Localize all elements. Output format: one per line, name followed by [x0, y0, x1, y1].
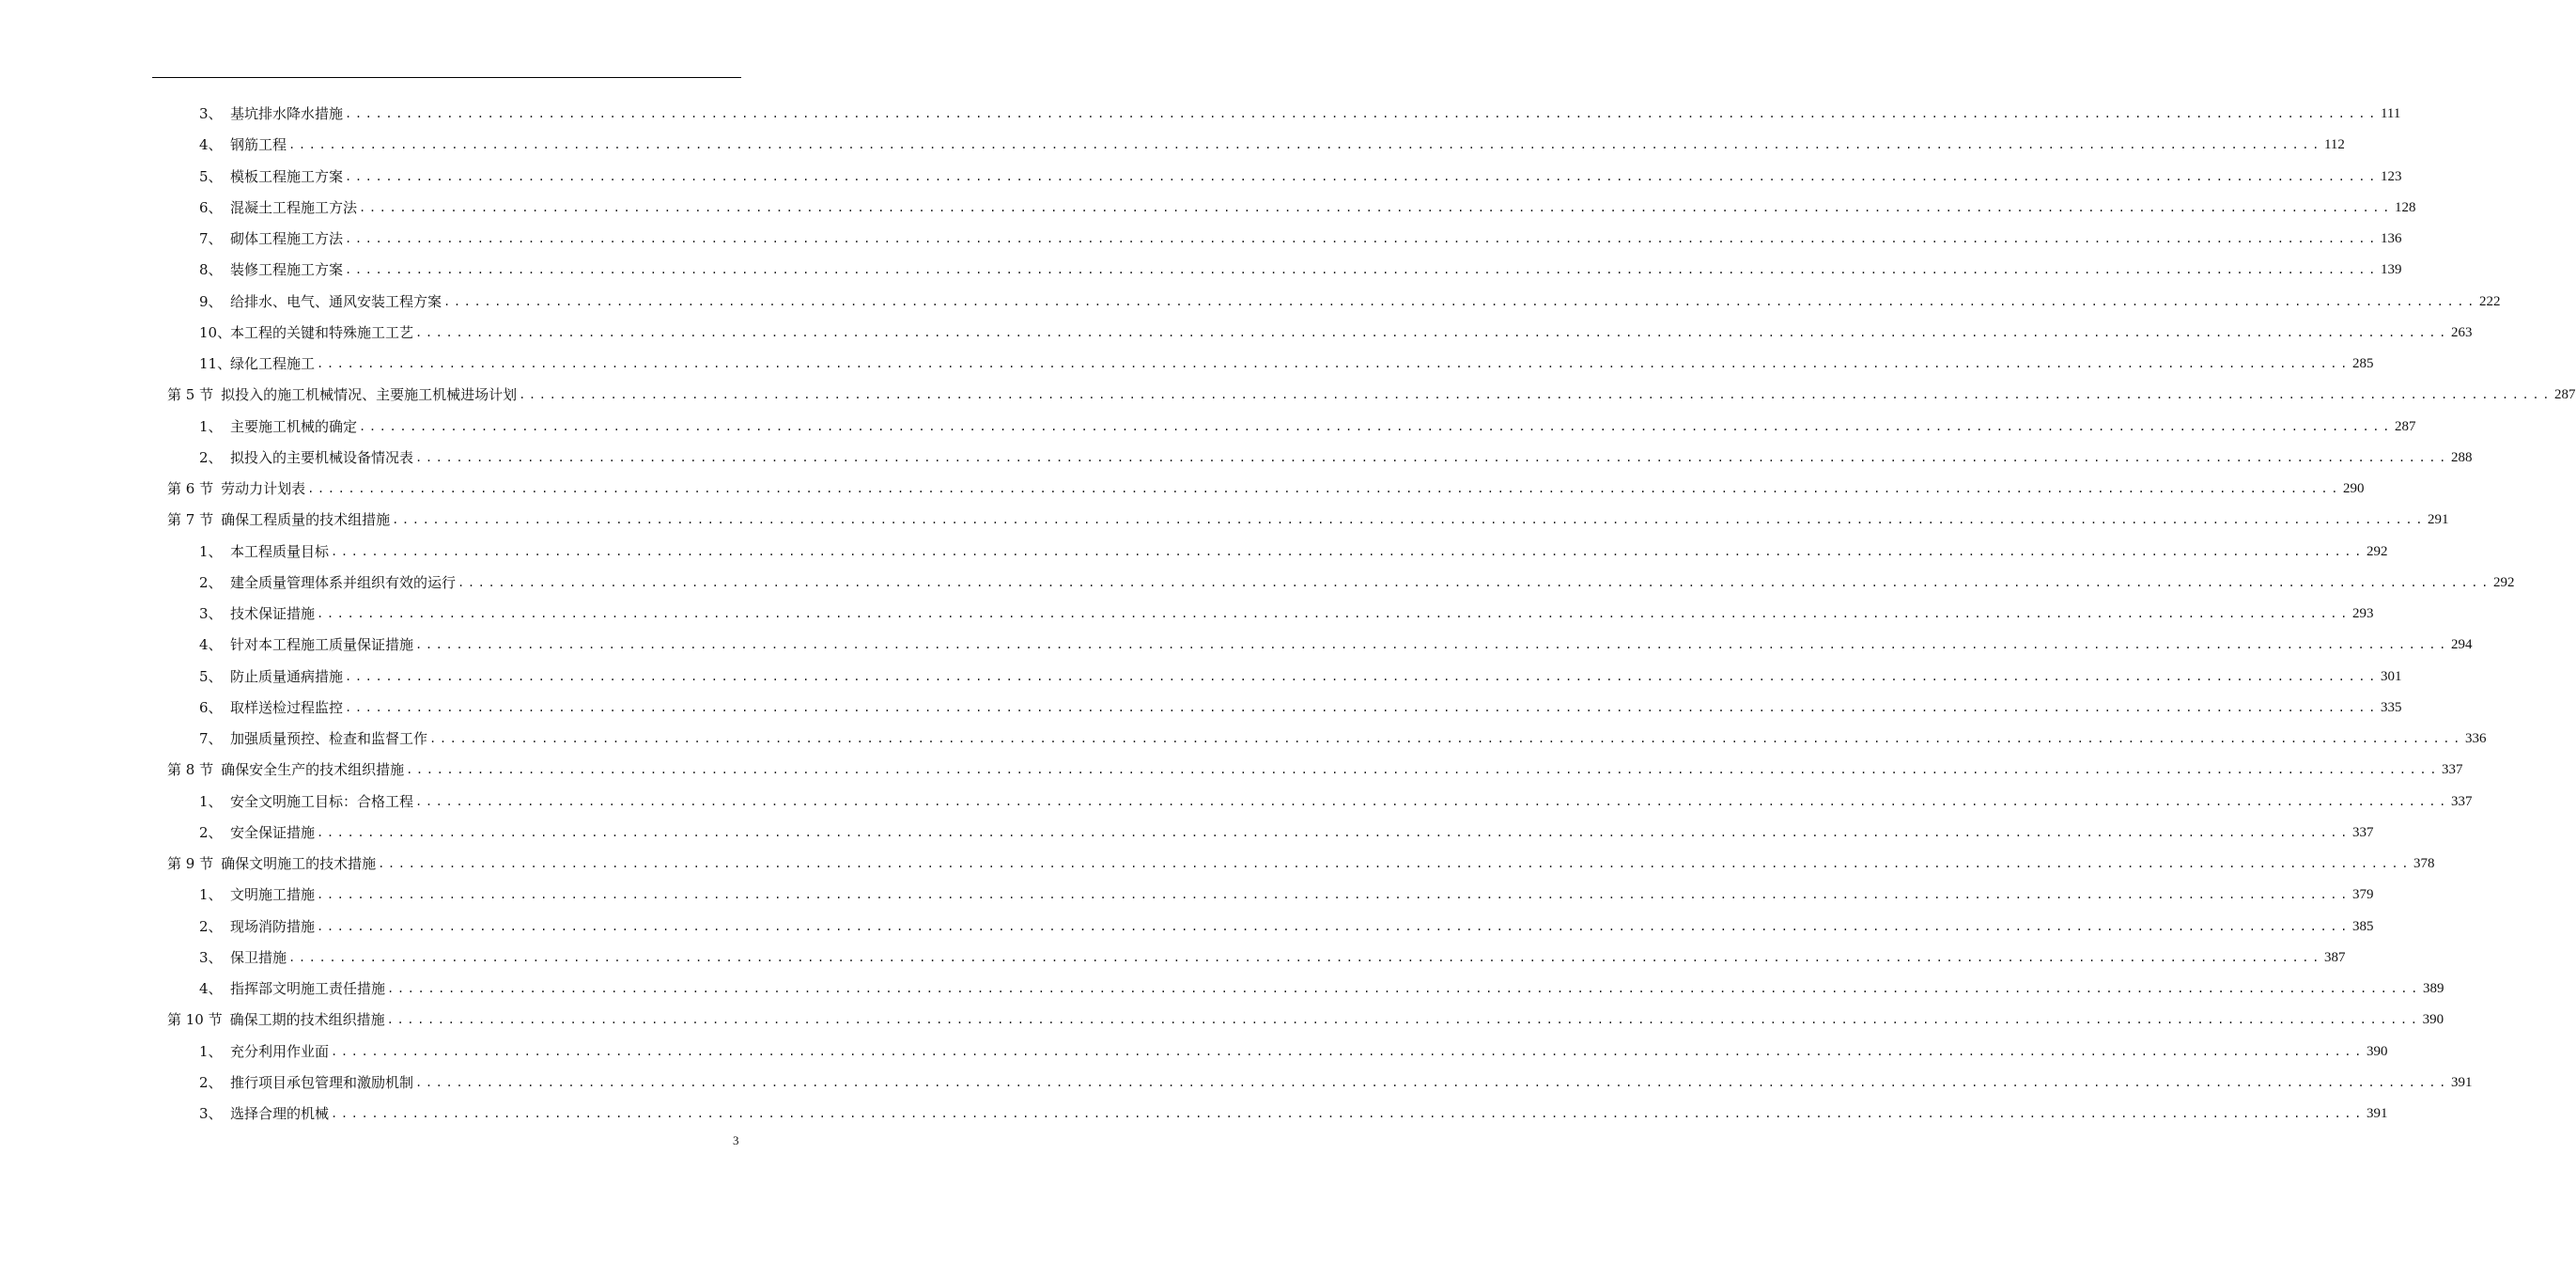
toc-entry-number: 6、: [199, 698, 223, 716]
page-number: 3: [733, 1133, 739, 1147]
toc-entry-page: 139: [2380, 262, 2402, 278]
toc-subsection-entry[interactable]: [199, 443, 2473, 474]
toc-subsection-entry[interactable]: [199, 162, 2402, 193]
toc-entry-page: 389: [2422, 981, 2444, 996]
toc-entry-number: 11、: [199, 355, 232, 372]
toc-dot-leader: ........................................................................................................................................................................................................: [307, 482, 2342, 495]
toc-dot-leader: ........................................................................................................................................................................................................: [415, 794, 2449, 808]
toc-entry-page: 391: [2450, 1074, 2473, 1090]
toc-entry-title: 建全质量管理体系并组织有效的运行: [230, 573, 457, 591]
toc-entry-title: 保卫措施: [230, 948, 287, 966]
toc-dot-leader: ........................................................................................................................................................................................................: [359, 200, 2393, 214]
toc-entry-title: 绿化工程施工: [230, 355, 316, 372]
toc-dot-leader: ........................................................................................................................................................................................................: [317, 888, 2351, 902]
toc-entry-title: 模板工程施工方案: [230, 167, 344, 185]
toc-entry-number: 3、: [199, 605, 223, 622]
toc-subsection-entry[interactable]: [199, 130, 2345, 161]
toc-dot-leader: ........................................................................................................................................................................................................: [317, 825, 2351, 839]
toc-dot-leader: ........................................................................................................................................................................................................: [331, 544, 2365, 558]
toc-dot-leader: ........................................................................................................................................................................................................: [519, 388, 2553, 402]
toc-entry-page: 287: [2554, 387, 2576, 403]
toc-entry-title: 文明施工措施: [230, 886, 316, 904]
toc-entry-page: 301: [2380, 668, 2402, 684]
toc-subsection-entry[interactable]: [199, 255, 2402, 286]
toc-entry-number: 9、: [199, 292, 223, 310]
toc-section-entry[interactable]: [167, 1005, 2444, 1036]
toc-entry-page: 293: [2351, 606, 2374, 621]
toc-dot-leader: ........................................................................................................................................................................................................: [429, 732, 2463, 745]
toc-entry-number: 5、: [199, 667, 223, 685]
toc-entry-title: 技术保证措施: [230, 605, 316, 622]
toc-entry-number: 第 10 节: [167, 1011, 223, 1029]
toc-dot-leader: ........................................................................................................................................................................................................: [443, 294, 2477, 308]
toc-subsection-entry[interactable]: [199, 693, 2402, 724]
toc-subsection-entry[interactable]: [199, 193, 2416, 224]
toc-entry-page: 290: [2343, 481, 2365, 496]
toc-entry-title: 安全保证措施: [230, 823, 316, 841]
toc-section-entry[interactable]: [167, 755, 2463, 786]
toc-entry-number: 4、: [199, 136, 223, 154]
toc-entry-page: 128: [2394, 199, 2416, 215]
toc-entry-number: 第 9 节: [167, 855, 214, 872]
toc-subsection-entry[interactable]: [199, 412, 2416, 443]
toc-entry-title: 充分利用作业面: [230, 1042, 330, 1060]
toc-dot-leader: ........................................................................................................................................................................................................: [345, 669, 2379, 683]
toc-entry-number: 第 5 节: [167, 386, 214, 404]
toc-entry-page: 378: [2413, 856, 2435, 871]
header-rule: [152, 77, 741, 78]
toc-subsection-entry[interactable]: [199, 943, 2346, 974]
toc-section-entry[interactable]: [167, 474, 2365, 505]
toc-entry-page: 222: [2478, 293, 2501, 309]
toc-dot-leader: ........................................................................................................................................................................................................: [331, 1044, 2365, 1058]
toc-entry-page: 335: [2380, 699, 2402, 715]
toc-entry-page: 263: [2450, 324, 2473, 340]
toc-subsection-entry[interactable]: [199, 537, 2388, 568]
toc-subsection-entry[interactable]: [199, 349, 2374, 380]
toc-entry-title: 砌体工程施工方法: [230, 230, 344, 247]
toc-dot-leader: ........................................................................................................................................................................................................: [415, 638, 2449, 652]
toc-subsection-entry[interactable]: [199, 599, 2374, 630]
toc-entry-title: 劳动力计划表: [221, 480, 306, 497]
toc-dot-leader: ........................................................................................................................................................................................................: [288, 138, 2322, 152]
toc-entry-page: 123: [2380, 168, 2402, 184]
toc-entry-title: 安全文明施工目标：合格工程: [230, 792, 414, 810]
toc-entry-page: 337: [2351, 824, 2374, 840]
toc-dot-leader: ........................................................................................................................................................................................................: [345, 700, 2379, 714]
toc-dot-leader: ........................................................................................................................................................................................................: [406, 763, 2441, 777]
toc-section-entry[interactable]: [167, 505, 2449, 536]
toc-entry-number: 第 7 节: [167, 511, 214, 529]
toc-entry-number: 2、: [199, 917, 223, 935]
toc-dot-leader: ........................................................................................................................................................................................................: [415, 450, 2449, 464]
toc-entry-number: 2、: [199, 1073, 223, 1091]
toc-entry-page: 390: [2366, 1043, 2388, 1059]
toc-entry-title: 取样送检过程监控: [230, 698, 344, 716]
toc-entry-number: 1、: [199, 1042, 223, 1060]
toc-entry-number: 2、: [199, 823, 223, 841]
toc-entry-page: 385: [2351, 918, 2374, 934]
toc-entry-title: 给排水、电气、通风安装工程方案: [230, 292, 442, 310]
toc-entry-title: 基坑排水降水措施: [230, 105, 344, 122]
toc-subsection-entry[interactable]: [199, 787, 2473, 818]
toc-entry-title: 钢筋工程: [230, 136, 287, 154]
toc-entry-page: 391: [2366, 1106, 2388, 1121]
toc-entry-title: 防止质量通病措施: [230, 667, 344, 685]
toc-subsection-entry[interactable]: [199, 1068, 2473, 1099]
toc-entry-title: 确保工期的技术组织措施: [229, 1011, 385, 1029]
toc-entry-page: 387: [2323, 949, 2346, 965]
toc-subsection-entry[interactable]: [199, 880, 2374, 911]
toc-entry-title: 拟投入的施工机械情况、主要施工机械进场计划: [221, 386, 518, 404]
toc-entry-page: 288: [2450, 449, 2473, 465]
toc-entry-number: 4、: [199, 980, 223, 997]
toc-entry-number: 1、: [199, 886, 223, 904]
toc-dot-leader: ........................................................................................................................................................................................................: [345, 263, 2379, 277]
toc-subsection-entry[interactable]: [199, 662, 2402, 693]
toc-dot-leader: ........................................................................................................................................................................................................: [387, 982, 2421, 995]
toc-subsection-entry[interactable]: [199, 724, 2487, 755]
toc-entry-title: 确保安全生产的技术组织措施: [221, 761, 405, 779]
toc-entry-number: 1、: [199, 417, 223, 435]
toc-entry-number: 6、: [199, 198, 223, 216]
toc-entry-title: 拟投入的主要机械设备情况表: [230, 448, 414, 466]
toc-entry-page: 379: [2351, 887, 2374, 903]
toc-dot-leader: ........................................................................................................................................................................................................: [345, 169, 2379, 183]
toc-dot-leader: ........................................................................................................................................................................................................: [392, 513, 2427, 527]
toc-dot-leader: ........................................................................................................................................................................................................: [415, 1075, 2449, 1089]
toc-dot-leader: ........................................................................................................................................................................................................: [317, 919, 2351, 933]
toc-entry-number: 3、: [199, 948, 223, 966]
toc-subsection-entry[interactable]: [199, 974, 2444, 1005]
toc-dot-leader: ........................................................................................................................................................................................................: [288, 950, 2322, 964]
toc-entry-page: 337: [2450, 793, 2473, 809]
toc-entry-number: 7、: [199, 730, 223, 747]
toc-entry-page: 136: [2380, 231, 2402, 246]
toc-subsection-entry[interactable]: [199, 568, 2515, 599]
toc-dot-leader: ........................................................................................................................................................................................................: [345, 107, 2379, 120]
toc-entry-page: 337: [2442, 762, 2463, 778]
toc-subsection-entry[interactable]: [199, 1037, 2388, 1068]
toc-entry-title: 混凝土工程施工方法: [230, 198, 358, 216]
toc-entry-page: 112: [2323, 137, 2345, 153]
toc-dot-leader: ........................................................................................................................................................................................................: [378, 857, 2413, 870]
toc-subsection-entry[interactable]: [199, 630, 2473, 661]
toc-entry-title: 本工程质量目标: [230, 542, 330, 560]
toc-entry-number: 3、: [199, 105, 223, 122]
toc-entry-number: 2、: [199, 573, 223, 591]
toc-entry-page: 291: [2428, 512, 2449, 528]
toc-entry-number: 8、: [199, 261, 223, 279]
toc-subsection-entry[interactable]: [199, 224, 2402, 255]
toc-dot-leader: ........................................................................................................................................................................................................: [458, 575, 2491, 589]
toc-subsection-entry[interactable]: [199, 287, 2501, 318]
toc-entry-page: 292: [2492, 574, 2515, 590]
toc-entry-number: 5、: [199, 167, 223, 185]
toc-entry-page: 285: [2351, 356, 2374, 371]
toc-entry-page: 292: [2366, 543, 2388, 559]
toc-entry-page: 390: [2422, 1012, 2444, 1028]
toc-dot-leader: ........................................................................................................................................................................................................: [331, 1107, 2365, 1120]
toc-subsection-entry[interactable]: [199, 99, 2401, 130]
toc-entry-number: 1、: [199, 792, 223, 810]
toc-subsection-entry[interactable]: [199, 318, 2473, 349]
toc-dot-leader: ........................................................................................................................................................................................................: [415, 325, 2449, 339]
toc-entry-number: 10、: [199, 323, 232, 341]
toc-dot-leader: ........................................................................................................................................................................................................: [317, 607, 2351, 620]
toc-subsection-entry[interactable]: [199, 1099, 2388, 1130]
toc-entry-title: 确保文明施工的技术措施: [221, 855, 377, 872]
toc-entry-number: 第 6 节: [167, 480, 214, 497]
toc-section-entry[interactable]: [167, 380, 2576, 411]
toc-entry-number: 2、: [199, 448, 223, 466]
toc-entry-title: 加强质量预控、检查和监督工作: [230, 730, 428, 747]
toc-entry-number: 1、: [199, 542, 223, 560]
toc-entry-title: 主要施工机械的确定: [230, 417, 358, 435]
toc-entry-title: 推行项目承包管理和激励机制: [230, 1073, 414, 1091]
toc-dot-leader: ........................................................................................................................................................................................................: [345, 232, 2379, 245]
toc-entry-page: 111: [2380, 106, 2401, 121]
toc-entry-title: 本工程的关键和特殊施工工艺: [230, 323, 414, 341]
toc-entry-page: 336: [2464, 731, 2487, 746]
toc-dot-leader: ........................................................................................................................................................................................................: [317, 357, 2351, 370]
toc-section-entry[interactable]: [167, 849, 2435, 880]
toc-entry-number: 第 8 节: [167, 761, 214, 779]
toc-entry-page: 294: [2450, 637, 2473, 653]
toc-entry-title: 指挥部文明施工责任措施: [230, 980, 386, 997]
toc-entry-title: 针对本工程施工质量保证措施: [230, 636, 414, 654]
toc-dot-leader: ........................................................................................................................................................................................................: [386, 1013, 2421, 1027]
toc-entry-title: 选择合理的机械: [230, 1105, 330, 1122]
toc-subsection-entry[interactable]: [199, 818, 2374, 849]
toc-entry-number: 7、: [199, 230, 223, 247]
toc-dot-leader: ........................................................................................................................................................................................................: [359, 419, 2393, 433]
toc-entry-title: 确保工程质量的技术组措施: [221, 511, 391, 529]
toc-subsection-entry[interactable]: [199, 912, 2374, 943]
toc-entry-number: 3、: [199, 1105, 223, 1122]
toc-entry-page: 287: [2394, 418, 2416, 434]
toc-entry-number: 4、: [199, 636, 223, 654]
toc-entry-title: 装修工程施工方案: [230, 261, 344, 279]
toc-entry-title: 现场消防措施: [230, 917, 316, 935]
